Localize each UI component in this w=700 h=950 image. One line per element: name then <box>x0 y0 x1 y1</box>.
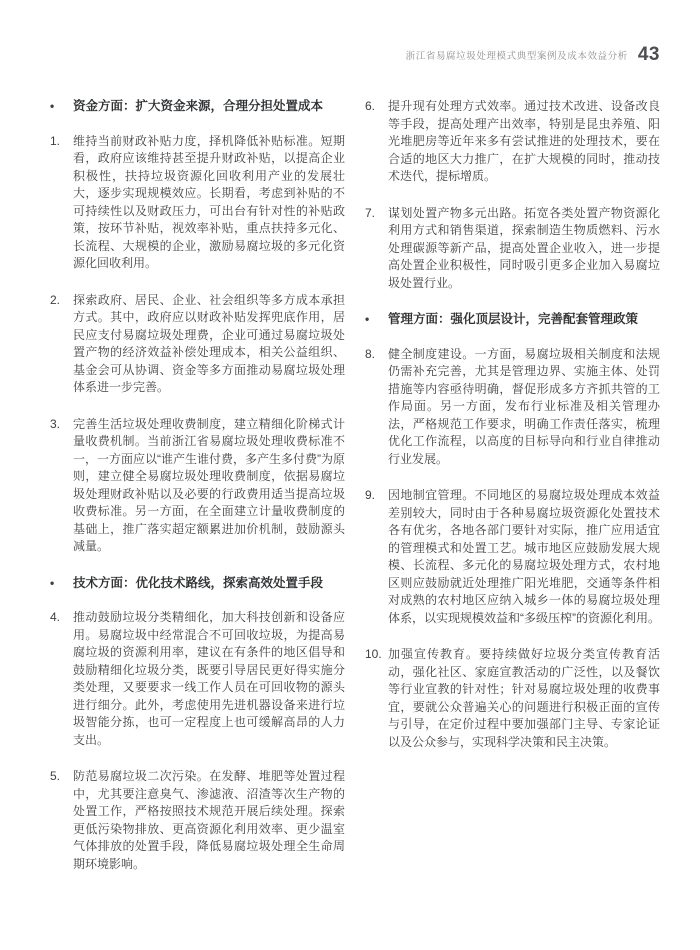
item-text: 探索政府、居民、企业、社会组织等多方成本承担方式。其中，政府应以财政补贴发挥兜底作用，居民应支付易腐垃圾处理费，企业可通过易腐垃圾处置产物的经济效益补偿处理成本，相关公益组织、基金会可从协调、资金等多方面推动易腐垃圾处理体系进一步完善。 <box>73 292 345 394</box>
list-item <box>50 292 345 397</box>
item-text: 完善生活垃圾处理收费制度，建立精细化阶梯式计量收费机制。当前浙江省易腐垃圾处理收费标准不一，一方面应以“谁产生谁付费，多产生多付费”为原则，建立健全易腐垃圾处理收费制度，依据易腐垃圾处理财政补贴以及必要的行政费用适当提高垃圾收费标准。另一方面，在全面建立计量收费制度的基础上，推广落实超定额累进加价机制，鼓励源头减量。 <box>73 416 345 553</box>
list-item <box>365 487 660 627</box>
right-column <box>365 98 660 892</box>
page-content <box>50 98 660 892</box>
list-item <box>365 205 660 293</box>
item-number: 2. <box>50 292 61 307</box>
item-number: 6. <box>365 99 376 113</box>
item-number: 4. <box>50 610 61 624</box>
item-number: 10. <box>365 647 382 661</box>
item-number: 9. <box>365 488 376 502</box>
item-number: 7. <box>365 205 376 220</box>
item-number: 3. <box>50 416 61 431</box>
page-header <box>406 44 660 66</box>
section-heading <box>50 98 345 116</box>
item-text: 加强宣传教育。要持续做好垃圾分类宣传教育活动，强化社区、家庭宣教活动的广泛性，以及餐饮等行业宣教的针对性；针对易腐垃圾处理的收费事宜，要就公众普遍关心的问题进行积极正面的宣传与引导，在定价过程中要加强部门主导、专家论证以及公众参与，实现科学决策和民主决策。 <box>388 647 660 749</box>
item-text: 防范易腐垃圾二次污染。在发酵、堆肥等处置过程中，尤其要注意臭气、渗滤液、沼渣等次生产物的处置工作，严格按照技术规范开展后续处理。探索更低污染物排放、更高资源化利用效率、更少温室气体排放的处置手段，降低易腐垃圾处理全生命周期环境影响。 <box>73 769 345 871</box>
list-item <box>50 416 345 556</box>
item-text: 谋划处置产物多元出路。拓宽各类处置产物资源化利用方式和销售渠道，探索制造生物质燃料、污水处理碳源等新产品，提高处置企业收入，进一步提高处置企业积极性，同时吸引更多企业加入易腐垃圾处置行业。 <box>388 205 660 290</box>
list-item <box>50 768 345 873</box>
item-number: 8. <box>365 346 376 361</box>
bullet-icon: • <box>50 575 55 590</box>
item-text: 推动鼓励垃圾分类精细化，加大科技创新和设备应用。易腐垃圾中经常混合不可回收垃圾，为提高易腐垃圾的资源利用率，建议在有条件的地区倡导和鼓励精细化垃圾分类，既要引导居民更好得实施分类处理，又要要求一线工作人员在可回收物的源头进行细分。此外，考虑使用先进机器设备来进行垃圾智能分拣，也可一定程度上也可缓解高昂的人力支出。 <box>73 610 345 747</box>
section-heading-text: 管理方面：强化顶层设计，完善配套管理政策 <box>388 312 639 326</box>
item-number: 5. <box>50 769 61 783</box>
section-heading <box>365 311 660 329</box>
bullet-icon: • <box>365 312 370 326</box>
item-text: 因地制宜管理。不同地区的易腐垃圾处理成本效益差别较大，同时由于各种易腐垃圾资源化处置技术各有优劣，各地各部门要针对实际，推广应用适宜的管理模式和处置工艺。城市地区应鼓励发展大规模、长流程、多元化的易腐垃圾处理方式，农村地区则应鼓励就近处理推广阳光堆肥，交通等条件相对成熟的农村地区应纳入城乡一体的易腐垃圾处理体系，以实现规模效益和“多级压榨”的资源化利用。 <box>388 488 660 625</box>
page-number: 43 <box>637 44 660 65</box>
item-text: 健全制度建设。一方面，易腐垃圾相关制度和法规仍需补充完善，尤其是管理边界、实施主体、处罚措施等内容亟待明确，督促形成多方齐抓共管的工作局面。另一方面，发布行业标准及相关管理办法，严格规范工作要求，明确工作责任落实，梳理优化工作流程，以高度的目标导向和行业自律推动行业发展。 <box>388 346 660 466</box>
section-heading <box>50 575 345 593</box>
section-heading-text: 资金方面：扩大资金来源，合理分担处置成本 <box>73 99 324 113</box>
document-title: 浙江省易腐垃圾处理模式典型案例及成本效益分析 <box>405 51 628 62</box>
item-text: 维持当前财政补贴力度，择机降低补贴标准。短期看，政府应该维持甚至提升财政补贴，以提高企业积极性，扶持垃圾资源化回收利用产业的发展壮大，逐步实现规模效应。长期看，考虑到补贴的不可持续性以及财政压力，可出台有针对性的补贴政策，按环节补贴，视效率补贴，重点扶持多元化、长流程、大规模的企业，激励易腐垃圾的多元化资源化回收利用。 <box>73 133 345 270</box>
list-item <box>365 646 660 751</box>
list-item <box>50 133 345 273</box>
left-column <box>50 98 345 892</box>
section-heading-text: 技术方面：优化技术路线，探索高效处置手段 <box>73 575 324 590</box>
list-item <box>365 346 660 469</box>
item-text: 提升现有处理方式效率。通过技术改进、设备改良等手段，提高处理产出效率，特别是昆虫养殖、阳光堆肥房等近年来多有尝试推进的处理技术，要在合适的地区大力推广，在扩大规模的同时，推动技术迭代，提标增质。 <box>388 99 660 183</box>
bullet-icon: • <box>50 99 55 113</box>
list-item <box>365 98 660 186</box>
item-number: 1. <box>50 133 61 148</box>
list-item <box>50 609 345 749</box>
